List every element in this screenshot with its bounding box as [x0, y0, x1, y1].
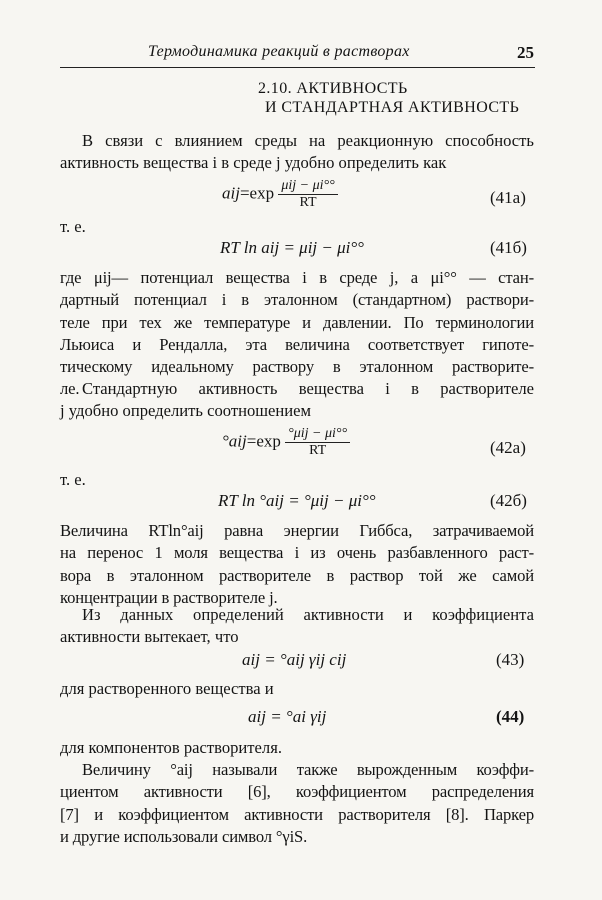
equation-label-41b: (41б)	[490, 238, 527, 257]
text-line: и другие использовали символ °γiS.	[60, 826, 308, 846]
equation-42a	[222, 426, 350, 459]
eq41a-fraction	[278, 178, 337, 211]
equation-label-41a: (41a)	[490, 188, 526, 207]
section-title-line1: 2.10. АКТИВНОСТЬ	[258, 80, 408, 97]
running-title: Термодинамика реакций в растворах	[148, 43, 410, 60]
eq42a-fraction	[285, 426, 350, 459]
equation-42b: RT ln °aij = °μij − μi°°	[218, 491, 376, 510]
eq42a-lhs: °aij	[222, 431, 247, 451]
text-line: активности вытекает, что	[60, 627, 239, 647]
eq41a-operator: =exp	[239, 183, 275, 203]
paragraph-1	[60, 130, 534, 175]
eq41a-numerator: μij − μi°°	[278, 178, 337, 195]
text-line: [7] и коэффициентом активности растворителя [8]. Паркер	[60, 804, 534, 824]
paragraph-3	[60, 378, 534, 423]
text-line: циентом активности [6], коэффициентом распределения	[60, 782, 534, 802]
equation-41a	[222, 178, 338, 211]
text-line: В связи с влиянием среды на реакционную способность	[82, 131, 534, 150]
paragraph-7	[60, 737, 534, 759]
text-line: Стандартную активность вещества i в растворителе	[82, 379, 534, 398]
text-line: для растворенного вещества и	[60, 679, 274, 698]
eq41a-denominator: RT	[299, 195, 317, 210]
eq42a-operator: =exp	[246, 431, 281, 451]
text-line: Из данных определений активности и коэффициента	[82, 605, 534, 624]
section-title-line2: И СТАНДАРТНАЯ АКТИВНОСТЬ	[265, 99, 520, 116]
text-line: активность вещества i в среде j удобно определить как	[60, 153, 447, 173]
paragraph-4	[60, 520, 534, 609]
te-connector-2: т. е.	[60, 470, 86, 489]
text-line: j удобно определить соотношением	[60, 401, 312, 421]
equation-label-42b: (42б)	[490, 491, 527, 510]
te-connector-1: т. е.	[60, 217, 86, 236]
header-rule	[60, 67, 535, 68]
text-line: Льюиса и Рендалла, эта величина соответствует гипоте-	[60, 334, 534, 354]
paragraph-8	[60, 759, 534, 848]
text-line: вора в эталонном растворителе в раствор той же самой	[60, 565, 534, 585]
page-number: 25	[517, 43, 534, 62]
eq42a-numerator: °μij − μi°°	[285, 426, 350, 443]
equation-label-42a: (42a)	[490, 438, 526, 457]
text-line: где μij— потенциал вещества i в среде j, а μi°° — стан-	[60, 268, 534, 287]
text-line: концентрации в растворителе j.	[60, 587, 278, 607]
text-line: ле.	[60, 379, 80, 399]
eq42a-denominator: RT	[309, 443, 327, 458]
paragraph-6	[60, 678, 534, 700]
text-line: тическому идеальному раствору в эталонном растворите-	[60, 357, 534, 377]
eq41a-lhs: aij	[222, 183, 240, 203]
equation-43: aij = °aij γij cij	[242, 650, 347, 669]
text-line: на перенос 1 моля вещества i из очень разбавленного раст-	[60, 543, 534, 563]
text-line: для компонентов растворителя.	[60, 738, 282, 757]
equation-44: aij = °ai γij	[248, 707, 327, 726]
text-line: Величина RTln°aij равна энергии Гиббса, затрачиваемой	[60, 521, 534, 540]
text-line: дартный потенциал i в эталонном (стандартном) раствори-	[60, 290, 534, 310]
paragraph-5	[60, 604, 534, 649]
equation-label-44: (44)	[496, 707, 525, 726]
equation-label-43: (43)	[496, 650, 525, 669]
text-line: Величину °aij называли также вырожденным коэффи-	[82, 760, 534, 779]
text-line: теле при тех же температуре и давлении. По терминологии	[60, 312, 534, 332]
equation-41b: RT ln aij = μij − μi°°	[220, 238, 364, 257]
